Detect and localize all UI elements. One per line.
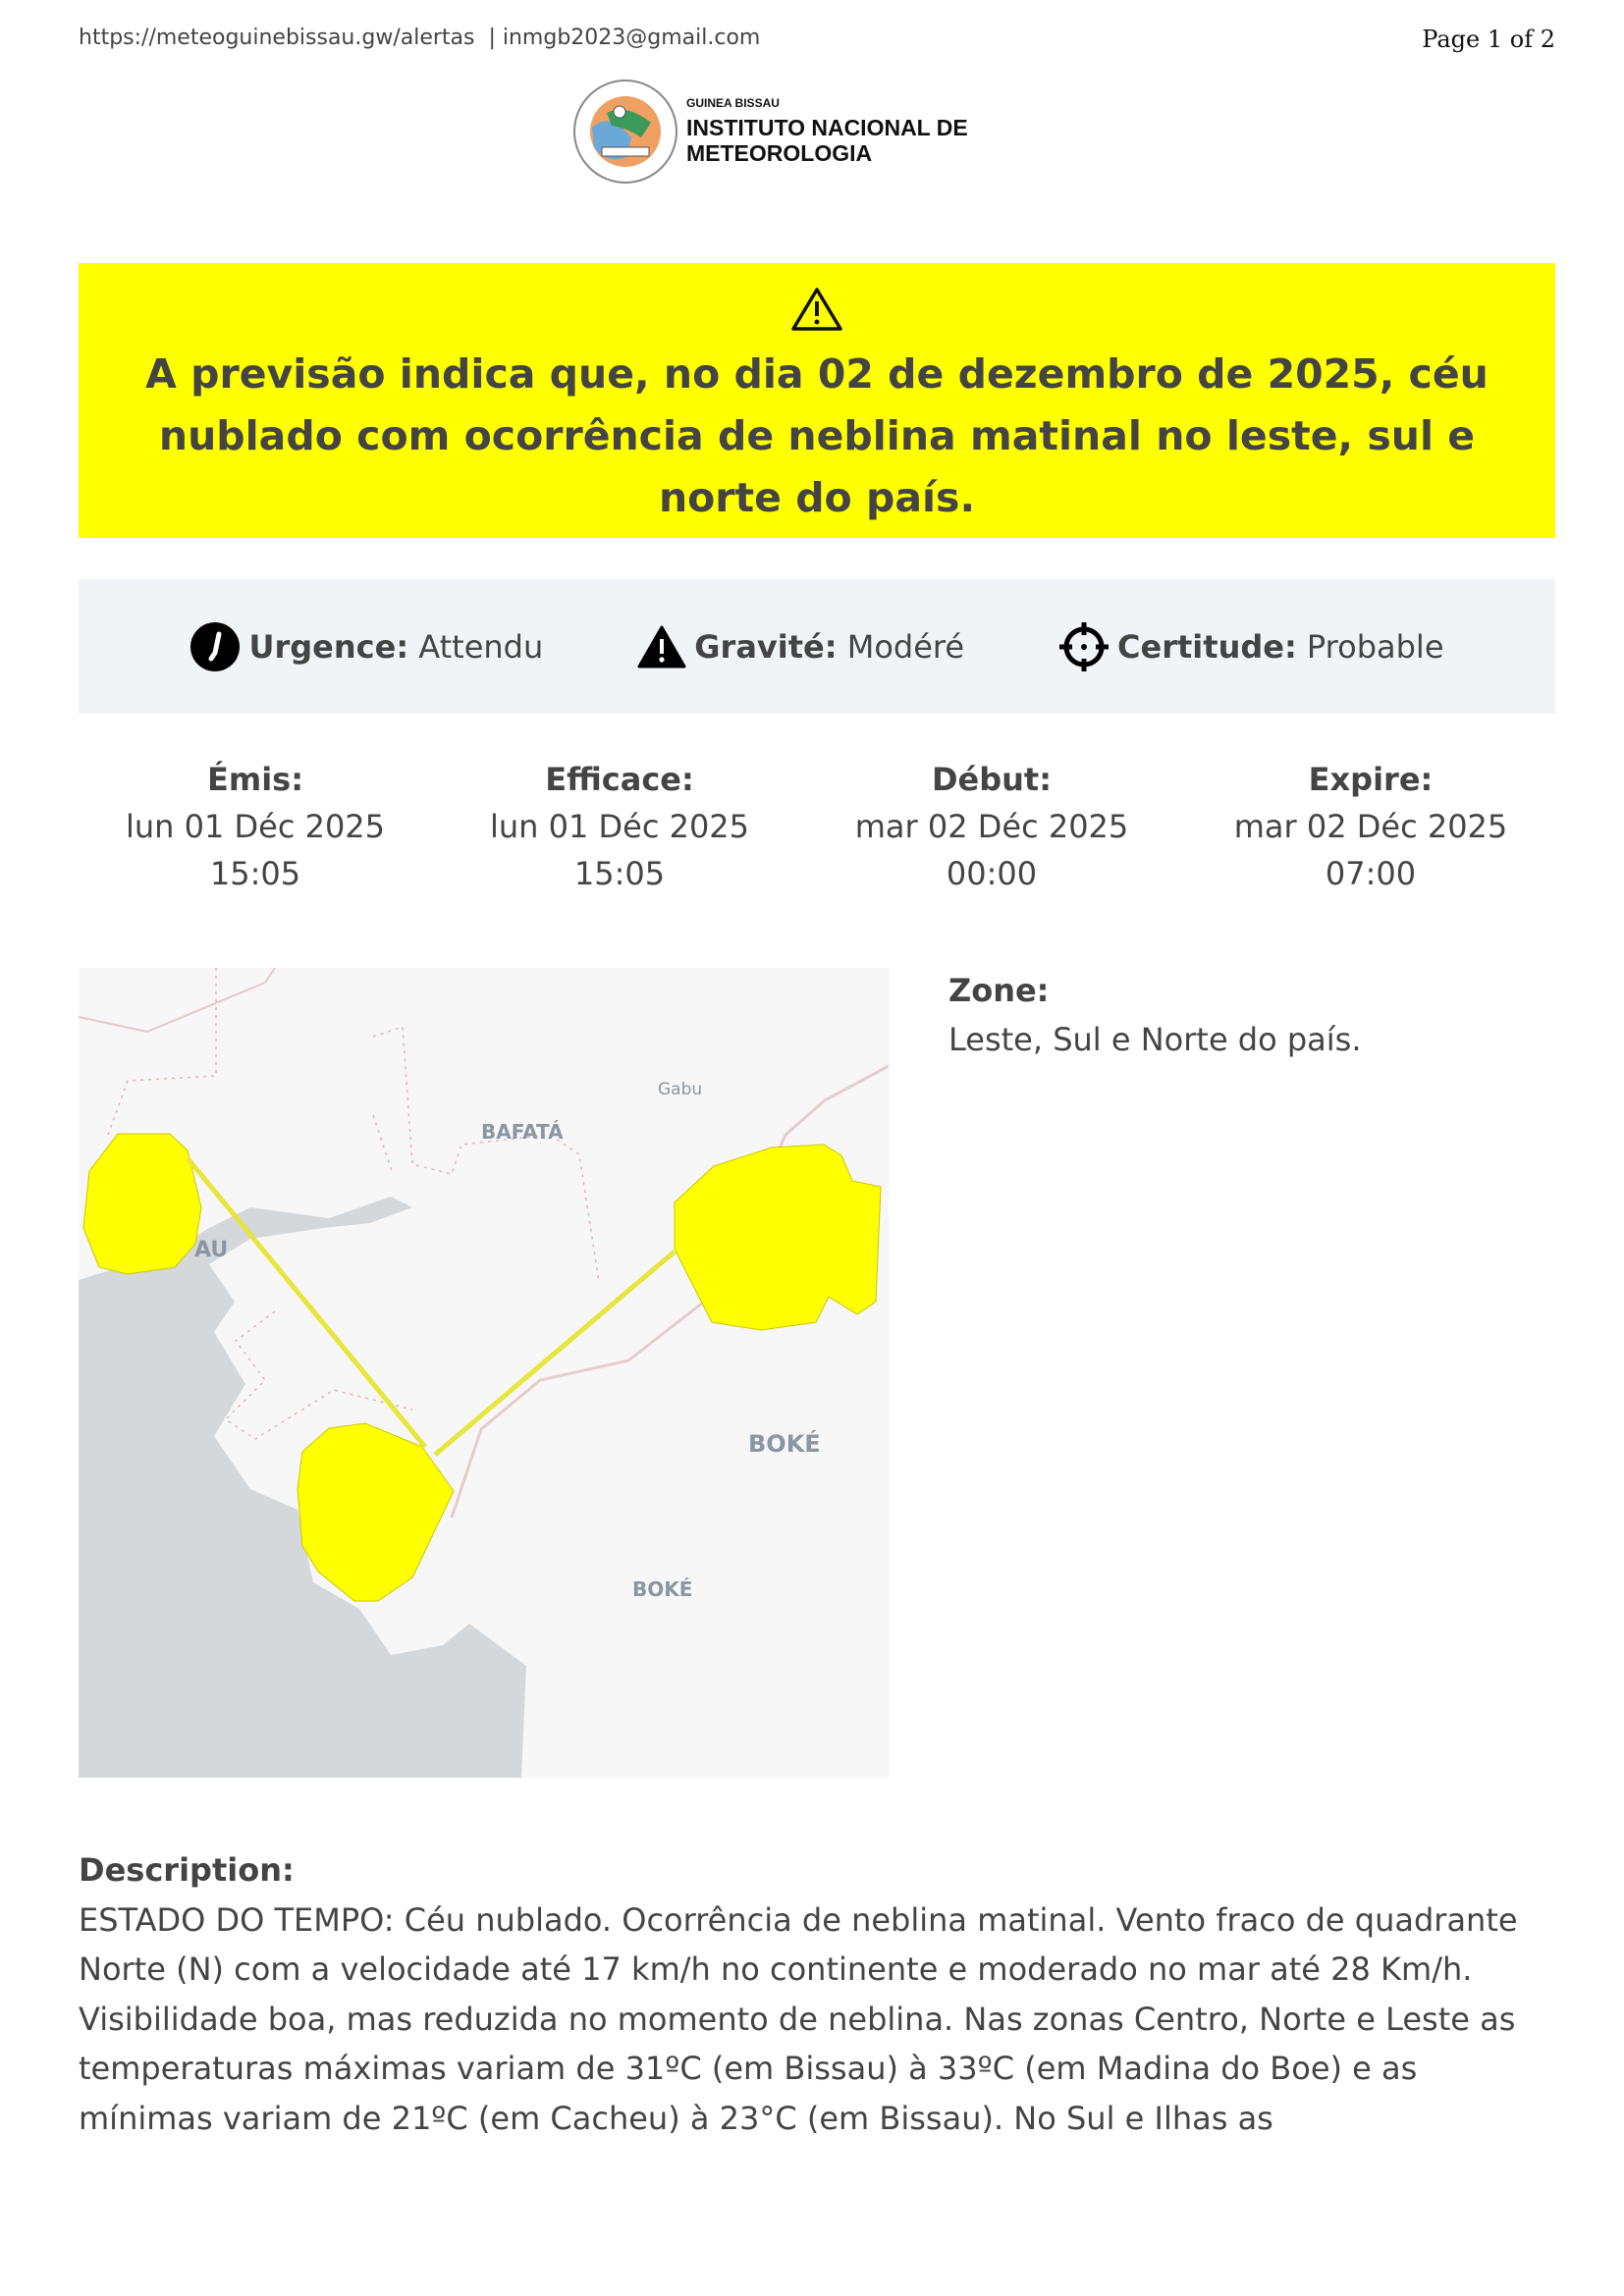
map-canvas xyxy=(79,968,889,1778)
alert-banner xyxy=(79,263,1555,538)
logo-line2: METEOROLOGIA xyxy=(686,139,873,166)
expires-date: mar 02 Déc 2025 xyxy=(1233,808,1508,845)
issued-label: Émis: xyxy=(206,761,303,798)
alert-zone-south[interactable] xyxy=(298,1423,454,1601)
effective-time: 15:05 xyxy=(573,855,666,892)
urgency-value: Attendu xyxy=(418,627,544,666)
onset-label: Début: xyxy=(931,761,1053,798)
alert-info-bar xyxy=(79,579,1555,714)
issued-date: lun 01 Déc 2025 xyxy=(125,808,386,845)
onset-date: mar 02 Déc 2025 xyxy=(854,808,1129,845)
severity-item xyxy=(637,625,964,668)
zone-section xyxy=(948,966,1362,1064)
effective-label: Efficace: xyxy=(545,761,694,798)
onset-time: 00:00 xyxy=(946,855,1038,892)
zone-connector xyxy=(188,1158,675,1455)
expires-label: Expire: xyxy=(1308,761,1434,798)
alert-map[interactable] xyxy=(79,968,889,1778)
expires-time: 07:00 xyxy=(1325,855,1417,892)
map-label-gabu: Gabu xyxy=(658,1080,703,1099)
description-text: ESTADO DO TEMPO: Céu nublado. Ocorrência de neblina matinal. Vento fraco de quadrante Norte (N) com a velocidade até 17 km/h no continente e moderado no mar até 28 Km/h. Visibilidade boa, mas reduzida no momento de neblina. Nas zonas Centro, Norte e Leste as temperaturas máximas variam de 31ºC (em Bissau) à 33ºC (em Madina do Boe) e as mínimas variam de 21ºC (em Cacheu) à 23°C (em Bissau). No Sul e Ilhas as xyxy=(79,1900,1518,2137)
zone-value: Leste, Sul e Norte do país. xyxy=(948,1021,1362,1058)
description-section xyxy=(79,1845,1561,2143)
issued-time: 15:05 xyxy=(209,855,301,892)
certainty-item xyxy=(1058,621,1443,672)
header-url-email: https://meteoguinebissau.gw/alertas | inmgb2023@gmail.com xyxy=(79,26,761,50)
effective-column xyxy=(443,756,796,897)
severity-label: Gravité: xyxy=(694,627,838,666)
warning-icon xyxy=(637,625,686,668)
logo xyxy=(572,79,968,185)
urgency-item xyxy=(189,621,543,672)
onset-column xyxy=(815,756,1168,897)
effective-date: lun 01 Déc 2025 xyxy=(489,808,750,845)
border-line xyxy=(79,968,275,1032)
inm-seal-icon xyxy=(572,79,678,185)
urgency-label: Urgence: xyxy=(248,627,409,666)
alert-zone-north[interactable] xyxy=(83,1134,201,1274)
crosshair-icon xyxy=(1058,621,1110,672)
map-label-boke-city: BOKÉ xyxy=(632,1577,693,1601)
map-label-boke-region: BOKÉ xyxy=(748,1430,821,1458)
issued-column xyxy=(79,756,432,897)
alert-zone-east[interactable] xyxy=(675,1145,881,1330)
description-label: Description: xyxy=(79,1851,295,1889)
clock-icon xyxy=(189,621,241,672)
certainty-value: Probable xyxy=(1306,627,1444,666)
warning-triangle-icon xyxy=(790,287,843,332)
map-label-bafata: BAFATÁ xyxy=(481,1120,564,1144)
logo-country: GUINEA BISSAU xyxy=(686,96,780,111)
page-number: Page 1 of 2 xyxy=(1422,26,1555,53)
map-label-bissau: AU xyxy=(194,1238,229,1262)
expires-column xyxy=(1194,756,1547,897)
certainty-label: Certitude: xyxy=(1117,627,1297,666)
zone-label: Zone: xyxy=(948,972,1050,1009)
logo-line1: INSTITUTO NACIONAL DE xyxy=(686,115,968,141)
severity-value: Modéré xyxy=(846,627,965,666)
alert-title: A previsão indica que, no dia 02 de dezembro de 2025, céu nublado com ocorrência de neblina matinal no leste, sul e norte do país. xyxy=(145,350,1489,521)
